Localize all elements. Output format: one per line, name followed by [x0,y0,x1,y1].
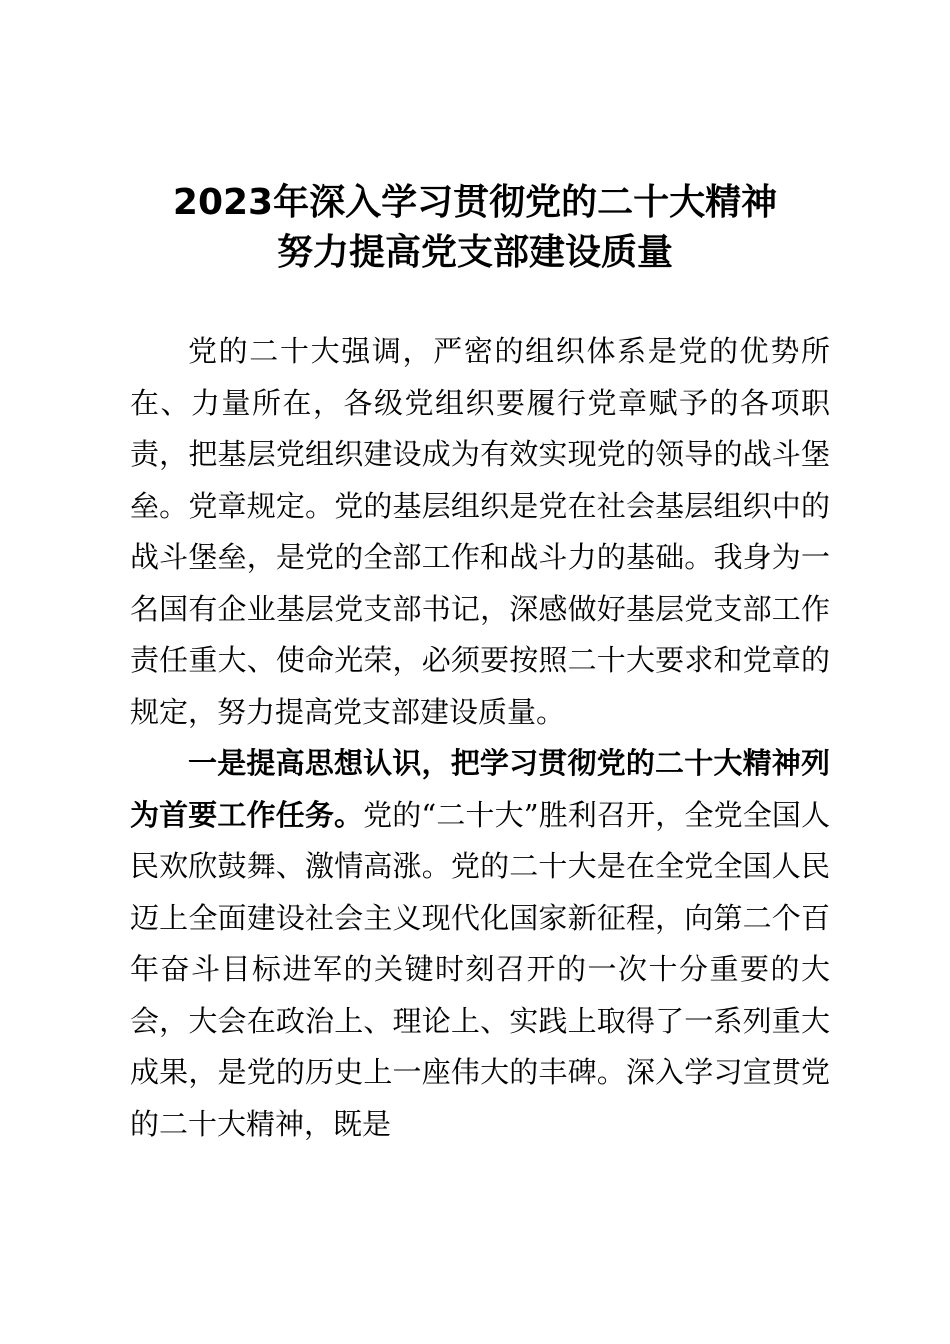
title-line-1: 2023年深入学习贯彻党的二十大精神 [172,182,778,223]
document-title [0,178,950,278]
paragraph-point-one [130,738,830,1150]
paragraph-intro: 党的二十大强调，严密的组织体系是党的优势所在、力量所在，各级党组织要履行党章赋予的各项职责，把基层党组织建设成为有效实现党的领导的战斗堡垒。党章规定。党的基层组织是党在社会基层组织中的战斗堡垒，是党的全部工作和战斗力的基础。我身为一名国有企业基层党支部书记，深感做好基层党支部工作责任重大、使命光荣，必须要按照二十大要求和党章的规定，努力提高党支部建设质量。 [130,334,830,729]
paragraph-point-one-heading: 一是提高思想认识，把学习贯彻党的二十大精神列为首要工作任务。 [130,746,830,832]
title-line-2: 努力提高党支部建设质量 [276,232,673,273]
paragraph-point-one-body: 党的“二十大”胜利召开，全党全国人民欢欣鼓舞、激情高涨。党的二十大是在全党全国人民迈上全面建设社会主义现代化国家新征程，向第二个百年奋斗目标进军的关键时刻召开的一次十分重要的大会，大会在政治上、理论上、实践上取得了一系列重大成果，是党的历史上一座伟大的丰碑。深入学习宣贯党的二十大精神，既是 [130,797,830,1141]
document-body [130,326,830,1150]
